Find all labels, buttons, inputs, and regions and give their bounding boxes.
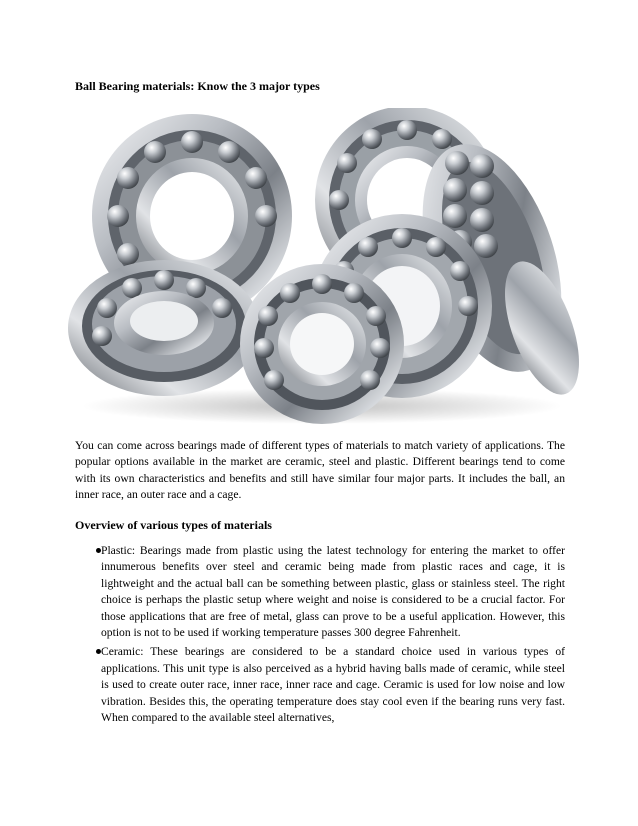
document-title: Ball Bearing materials: Know the 3 major types bbox=[75, 79, 320, 93]
section-heading: Overview of various types of materials bbox=[75, 518, 272, 532]
list-item-ceramic bbox=[75, 644, 565, 726]
bearing-front-center bbox=[240, 264, 404, 424]
list-item-plastic bbox=[75, 543, 565, 641]
ball-bearings-image bbox=[62, 108, 580, 426]
list-item-text: Ceramic: These bearings are considered to be a standard choice used in various types of applications. This unit type is also perceived as a hybrid having balls made of ceramic, while steel is used to create outer race, inner race, inner race and cage. Ceramic is used for low noise and low vibration. Besides this, the operating temperature does stay cool even if the bearing runs very fast. When compared to the available steel alternatives, bbox=[101, 645, 565, 725]
bearing-front-left bbox=[68, 260, 260, 396]
intro-paragraph: You can come across bearings made of different types of materials to match variety of applications. The popular options available in the market are ceramic, steel and plastic. Different bearings tend to come with its own characteristics and benefits and still have similar four major parts. It includes the ball, an inner race, an outer race and a cage. bbox=[75, 439, 565, 502]
bullet-icon bbox=[96, 548, 101, 553]
materials-list bbox=[75, 543, 565, 729]
list-item-text: Plastic: Bearings made from plastic using the latest technology for entering the market to offer innumerous benefits over steel and ceramic being made from plastic races and cage, it is lightweight and the actual ball can be something between plastic, glass or stainless steel. The right choice is perhaps the plastic setup where weight and noise is considered to be a crucial factor. For those applications that are free of metal, glass can prove to be a useful application. However, this option is not to be used if working temperature passes 300 degree Fahrenheit. bbox=[101, 544, 565, 640]
